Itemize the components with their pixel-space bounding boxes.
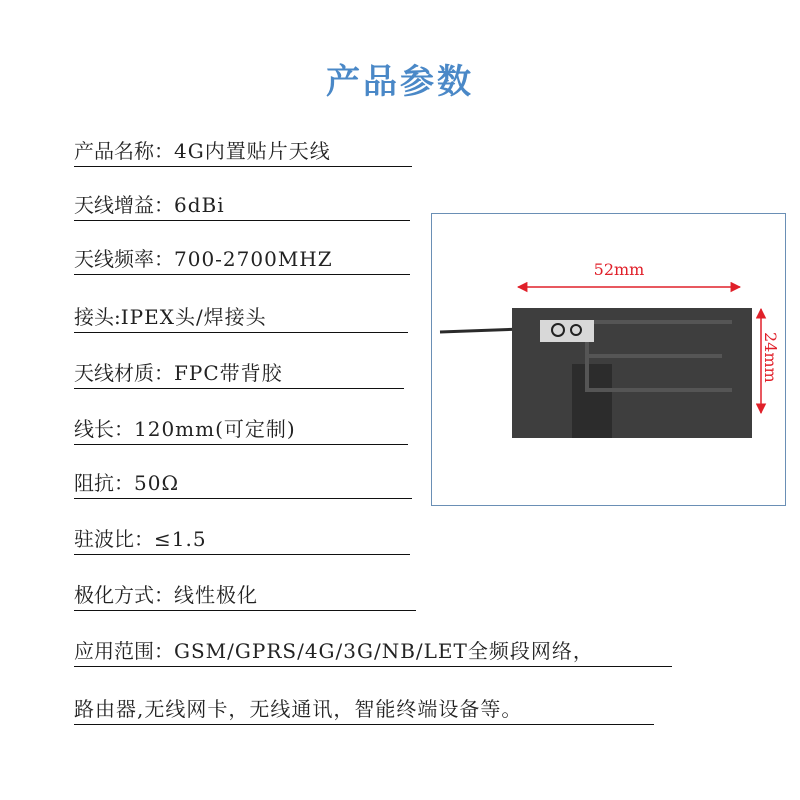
spec-row-product-name [74,138,412,167]
spec-row-cable-length [74,416,408,445]
spec-row-vswr [74,526,410,555]
width-dimension-label: 52mm [593,260,645,279]
spec-label: 产品名称： [74,139,174,163]
spec-label: 应用范围： [74,639,174,663]
spec-label: 天线材质： [74,361,174,385]
spec-label: 接头: [74,305,121,329]
connector-pad [540,320,594,342]
spec-row-application [74,638,672,667]
spec-value: FPC带背胶 [174,361,283,385]
height-dimension-label: 24mm [761,332,780,383]
spec-label: 天线频率： [74,247,174,271]
spec-label: 驻波比： [74,527,154,551]
spec-row-material [74,360,404,389]
spec-value: 线性极化 [174,583,258,607]
antenna-diagram [432,214,787,507]
spec-row-frequency [74,246,410,275]
spec-value: IPEX头/焊接头 [120,305,267,329]
spec-value: GSM/GPRS/4G/3G/NB/LET全频段网络， [174,639,594,663]
spec-row-impedance [74,470,412,499]
spec-value: 700-2700MHZ [174,247,333,271]
spec-value: 4G内置贴片天线 [174,139,331,163]
spec-label: 极化方式： [74,583,174,607]
spec-label: 阻抗： [74,471,134,495]
spec-label: 线长： [74,417,134,441]
spec-value: 6dBi [174,193,225,217]
antenna-figure [431,213,786,506]
antenna-shade [572,364,612,438]
spec-row-polarization [74,582,416,611]
spec-value: 路由器,无线网卡，无线通讯，智能终端设备等。 [74,697,523,721]
spec-row-application-continued [74,696,654,725]
spec-value: 50Ω [134,471,180,495]
page-title: 产品参数 [326,62,474,102]
spec-label: 天线增益： [74,193,174,217]
spec-value: ≤1.5 [154,527,207,551]
spec-row-connector [74,304,408,333]
spec-value: 120mm(可定制) [134,417,296,441]
spec-row-gain [74,192,410,221]
